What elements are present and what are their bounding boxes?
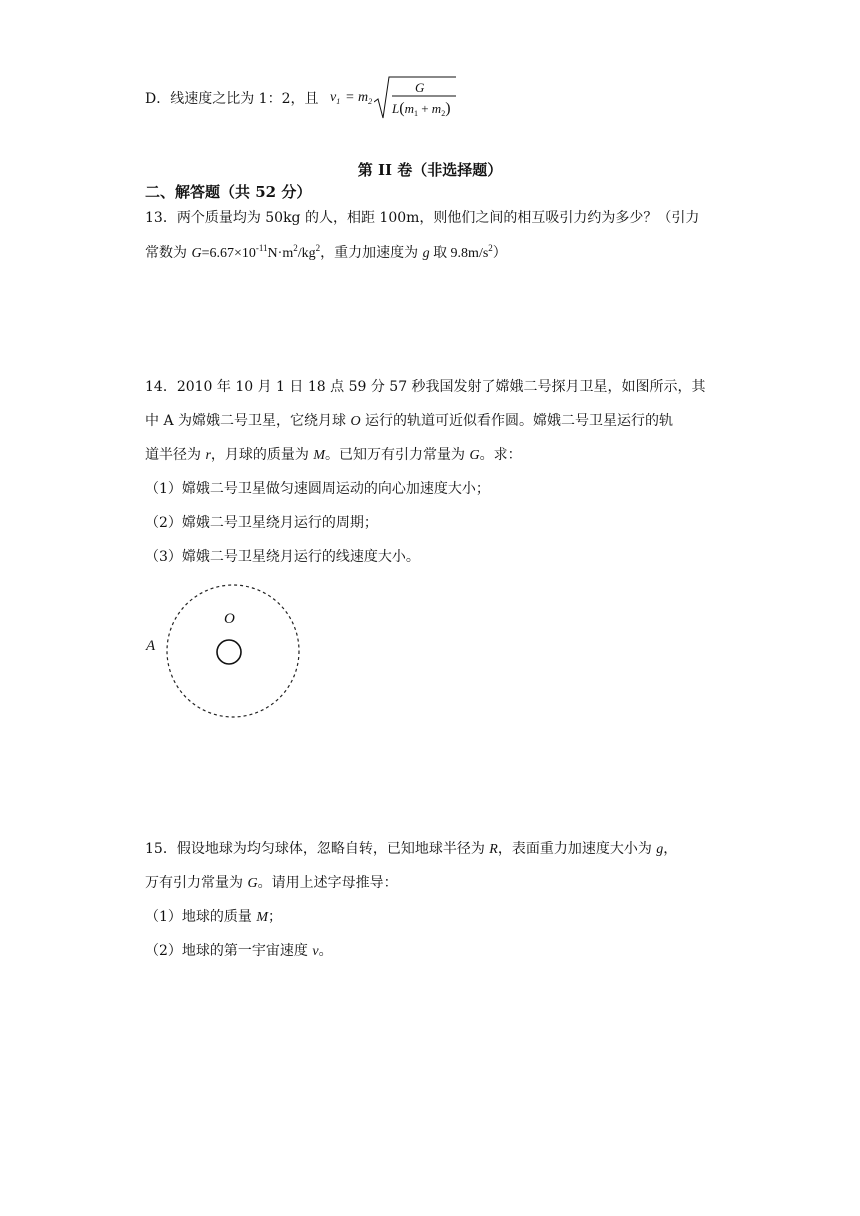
q15-line2: 万有引力常量为 G。请用上述字母推导： — [145, 875, 398, 891]
q15-sub1: （1）地球的质量 M； — [145, 909, 283, 925]
q14-line3: 道半径为 r，月球的质量为 M。已知万有引力常量为 G。求： — [145, 447, 522, 463]
formula-numerator: G — [415, 80, 425, 95]
formula-denominator: $L(m_1 + m_2)$ — [392, 100, 451, 118]
q14-orbit-figure — [140, 580, 310, 725]
q14-sub1: （1）嫦娥二号卫星做匀速圆周运动的向心加速度大小； — [145, 481, 490, 497]
formula-v: $v_1$ — [330, 90, 341, 106]
option-d-label: D．线速度之比为 1：2，且 — [145, 91, 319, 107]
q14-sub2: （2）嫦娥二号卫星绕月运行的周期； — [145, 515, 378, 531]
q14-line2: 中 A 为嫦娥二号卫星，它绕月球 O 运行的轨道可近似看作圆。嫦娥二号卫星运行的轨 — [145, 413, 674, 429]
option-d — [145, 92, 319, 106]
orbit-circle — [167, 585, 299, 717]
part-title: 二、解答题（共 52 分） — [145, 183, 312, 201]
q13-line1: 13．两个质量均为 50kg 的人，相距 100m，则他们之间的相互吸引力约为多少？（引力 — [145, 210, 700, 226]
volume-title: 第 II 卷（非选择题） — [357, 161, 503, 179]
formula-eq: = — [346, 90, 354, 105]
q14-sub3: （3）嫦娥二号卫星绕月运行的线速度大小。 — [145, 549, 420, 565]
option-d-formula — [330, 74, 460, 122]
q13-line2: 常数为 $G=6.67\times 10^{-11}N\cdot m^2/kg^2$，重力加速度为 g 取 $9.8m/s^2$） — [145, 243, 507, 261]
q15-line1: 15．假设地球为均匀球体，忽略自转，已知地球半径为 R，表面重力加速度大小为 g， — [145, 841, 678, 857]
label-o: O — [224, 611, 235, 627]
q15-sub2: （2）地球的第一宇宙速度 v。 — [145, 943, 333, 959]
label-a: A — [146, 638, 156, 654]
q14-line1: 14．2010 年 10 月 1 日 18 点 59 分 57 秒我国发射了嫦娥二号探月卫星，如图所示，其 — [145, 379, 706, 395]
moon-circle — [217, 640, 241, 664]
formula-m2: $m_2$ — [358, 90, 373, 106]
orbit-diagram — [140, 580, 310, 725]
